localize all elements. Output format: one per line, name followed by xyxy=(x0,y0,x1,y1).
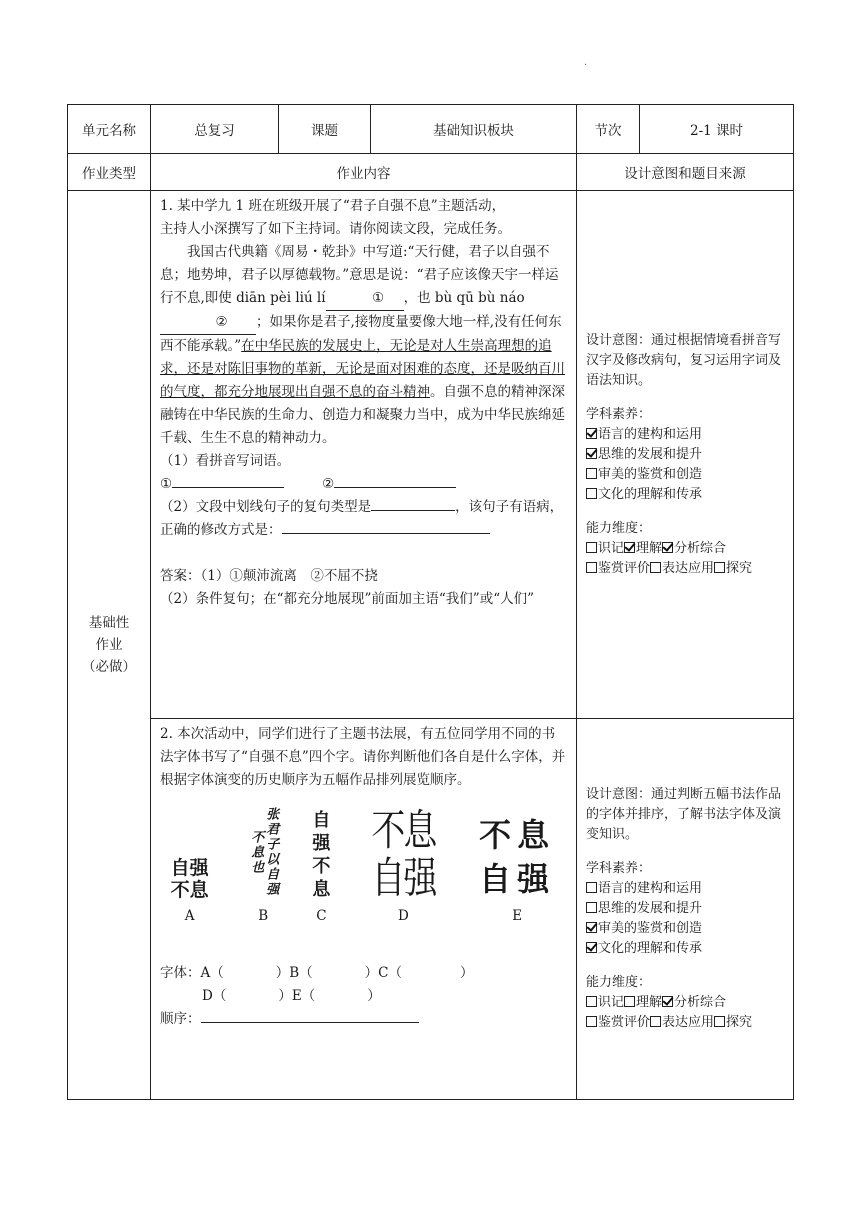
unchecked-box-icon[interactable] xyxy=(714,562,725,573)
checkbox-label: 分析综合 xyxy=(674,995,727,1010)
checkbox-label: 表达应用 xyxy=(662,560,715,576)
blank-2[interactable]: ② xyxy=(160,311,256,335)
checkbox-label: 探究 xyxy=(726,560,753,576)
page-mark: · xyxy=(584,60,588,71)
unchecked-box-icon[interactable] xyxy=(586,902,597,913)
answer-1: 答案：（1）①颠沛流离 ②不屈不挠 xyxy=(160,568,378,584)
unchecked-box-icon[interactable] xyxy=(586,562,597,573)
checkbox-item[interactable] xyxy=(662,995,726,1010)
work-a xyxy=(166,857,213,928)
checkbox-label: 鉴赏评价 xyxy=(598,560,651,576)
work-c xyxy=(303,809,339,928)
font-answer-row2: D（ ）E（ ） xyxy=(202,988,381,1004)
q1-passage xyxy=(160,241,567,450)
q1-side-cell xyxy=(577,191,794,719)
work-e xyxy=(467,813,567,928)
q2-literacy-title: 学科素养： xyxy=(586,861,652,876)
checkbox-item[interactable] xyxy=(586,561,650,576)
checked-box-icon[interactable] xyxy=(662,542,673,553)
checkbox-label: 探究 xyxy=(726,1015,753,1030)
q1-literacy-title: 学科素养： xyxy=(586,406,652,422)
checkbox-item[interactable] xyxy=(714,1015,752,1030)
checkbox-label: 理解 xyxy=(636,995,663,1010)
q1-ability-row1 xyxy=(586,539,784,559)
checkbox-item[interactable] xyxy=(586,445,784,465)
font-slot-d[interactable]: D（ xyxy=(202,988,227,1004)
q1-passage-a: 我国古代典籍《周易・乾卦》中写道:“天行健，君子以自强不息；地势坤，君子以厚德载物。”意思是说：“君子应该像天宇一样运行不息,即使 diān pèi liú lí xyxy=(160,244,559,306)
checkbox-item[interactable] xyxy=(586,939,784,959)
topic-label: 课题 xyxy=(279,105,371,154)
checkbox-item[interactable] xyxy=(586,465,784,485)
checkbox-item[interactable] xyxy=(714,561,752,576)
checkbox-item[interactable] xyxy=(586,541,624,556)
question-1-row xyxy=(68,191,794,719)
work-d-chars: 不息自强 xyxy=(371,806,436,904)
task-1-answer-line xyxy=(160,473,567,496)
question-1-content xyxy=(151,191,577,719)
intent-label: 设计意图和题目来源 xyxy=(577,154,794,191)
question-2-content xyxy=(151,719,577,1100)
calligraphy-gallery xyxy=(160,806,567,928)
q1-ability-row2 xyxy=(586,559,784,579)
work-b xyxy=(225,805,301,928)
checkbox-item[interactable] xyxy=(586,919,784,939)
unchecked-box-icon[interactable] xyxy=(586,488,597,499)
font-slot-e[interactable]: ）E（ xyxy=(278,988,316,1004)
work-e-chars: 不息自强 xyxy=(479,816,556,898)
checkbox-label: 思维的发展和提升 xyxy=(598,901,703,916)
type-label: 作业类型 xyxy=(68,154,151,191)
work-b-label: B xyxy=(258,908,269,924)
sentence-type-blank[interactable] xyxy=(371,510,455,511)
unchecked-box-icon[interactable] xyxy=(714,1016,725,1027)
checkbox-label: 分析综合 xyxy=(674,540,727,556)
q1-intent: 设计意图：通过根据情境看拼音写汉字及修改病句，复习运用字词及语法知识。 xyxy=(586,332,782,388)
q1-passage-b1: ，也 bù qū bù náo xyxy=(403,290,525,306)
topic-value: 基础知识板块 xyxy=(371,105,577,154)
subheader-row xyxy=(68,154,794,191)
unchecked-box-icon[interactable] xyxy=(586,882,597,893)
checkbox-item[interactable] xyxy=(586,879,784,899)
order-blank[interactable] xyxy=(201,1022,419,1023)
task-2: （2）文段中划线句子的复句类型是 ，该句子有语病，正确的修改方式是： xyxy=(160,499,564,538)
unchecked-box-icon[interactable] xyxy=(586,996,597,1007)
font-slot-a[interactable]: A（ xyxy=(200,965,224,981)
checkbox-item[interactable] xyxy=(650,1015,714,1030)
unchecked-box-icon[interactable] xyxy=(624,996,635,1007)
checkbox-item[interactable] xyxy=(662,541,726,556)
answer-slot-1: ① xyxy=(160,476,173,492)
checkbox-label: 语言的建构和运用 xyxy=(598,881,703,896)
checkbox-item[interactable] xyxy=(586,995,624,1010)
checked-box-icon[interactable] xyxy=(586,942,597,953)
q2-intent: 设计意图：通过判断五幅书法作品的字体并排序，了解书法字体及演变知识。 xyxy=(586,787,782,842)
answer-blank-1[interactable] xyxy=(172,487,284,488)
q1-ability-title: 能力维度： xyxy=(586,520,652,536)
q2-ability-row1 xyxy=(586,993,784,1013)
font-answer-row1: 字体：A（ ）B（ ）C（ ） xyxy=(160,965,474,981)
underlined-sentence: 在中华民族的发展史上，无论是对人生崇高理想的追求，还是对陈旧事物的革新，无论是面对困难的态度，还是吸纳百川的气度，都充分地展现出自强不息的奋斗精神 xyxy=(160,338,565,400)
checkbox-item[interactable] xyxy=(624,541,662,556)
question-2-row xyxy=(68,719,794,1100)
q1-passage-c: 。自强不息的精神深深融铸在中华民族的生命力、创造力和凝聚力当中，成为中华民族绵延千载、生生不息的精神动力。 xyxy=(160,384,565,446)
q1-intro2: 主持人小深撰写了如下主持词。请你阅读文段，完成任务。 xyxy=(160,221,511,237)
checkbox-label: 识记 xyxy=(598,995,625,1010)
blank-1[interactable]: ① xyxy=(326,287,404,311)
checkbox-label: 审美的鉴赏和创造 xyxy=(598,921,703,936)
answer-2: （2）条件复句；在“都充分地展现”前面加主语“我们”或“人们” xyxy=(160,591,534,607)
unchecked-box-icon[interactable] xyxy=(586,1016,597,1027)
work-a-chars: 自强不息 xyxy=(170,857,209,901)
checked-box-icon[interactable] xyxy=(586,428,597,439)
q2-ability-title: 能力维度： xyxy=(586,975,652,990)
checkbox-item[interactable] xyxy=(586,899,784,919)
checkbox-label: 审美的鉴赏和创造 xyxy=(598,466,703,482)
checkbox-item[interactable] xyxy=(624,995,662,1010)
q2-side-cell xyxy=(577,719,794,1100)
work-d-label: D xyxy=(398,908,409,924)
q1-intro1: 1. 某中学九 1 班在班级开展了“君子自强不息”主题活动， xyxy=(160,198,506,214)
checked-box-icon[interactable] xyxy=(586,448,597,459)
unit-value: 总复习 xyxy=(151,105,279,154)
work-e-label: E xyxy=(512,908,523,924)
header-row xyxy=(68,105,794,154)
q2-literacy-list xyxy=(586,879,784,959)
checkbox-item[interactable] xyxy=(586,425,784,445)
checkbox-label: 语言的建构和运用 xyxy=(598,426,703,442)
section-label: 节次 xyxy=(577,105,640,154)
checkbox-label: 理解 xyxy=(636,540,663,556)
checkbox-label: 鉴赏评价 xyxy=(598,1015,651,1030)
checked-box-icon[interactable] xyxy=(586,922,597,933)
checkbox-item[interactable] xyxy=(650,561,714,576)
checkbox-label: 文化的理解和传承 xyxy=(598,486,703,502)
answer-blank-2[interactable] xyxy=(334,487,456,488)
category-cell xyxy=(68,191,151,1100)
font-slot-b[interactable]: ）B（ xyxy=(275,965,313,981)
category-line1: 基础性 xyxy=(88,615,130,631)
answer-slot-2: ② xyxy=(322,476,335,492)
unchecked-box-icon[interactable] xyxy=(586,468,597,479)
task-1: （1）看拼音写词语。 xyxy=(160,453,291,469)
checkbox-label: 文化的理解和传承 xyxy=(598,941,703,956)
checkbox-label: 思维的发展和提升 xyxy=(598,446,703,462)
font-slot-c[interactable]: ）C（ xyxy=(364,965,403,981)
unchecked-box-icon[interactable] xyxy=(586,542,597,553)
work-d xyxy=(354,806,454,928)
homework-table xyxy=(67,104,794,1100)
q2-intro: 2. 本次活动中，同学们进行了主题书法展，有五位同学用不同的书法字体书写了“自强不息”四个字。请你判断他们各自是什么字体，并根据字体演变的历史顺序为五幅作品排列展览顺序。 xyxy=(160,726,566,788)
content-label: 作业内容 xyxy=(151,154,577,191)
section-value: 2-1 课时 xyxy=(640,105,794,154)
work-c-chars: 自强不息 xyxy=(312,810,331,900)
category-line2: 作业 xyxy=(95,637,123,653)
checkbox-item[interactable] xyxy=(586,485,784,505)
q1-literacy-list xyxy=(586,425,784,505)
unchecked-box-icon[interactable] xyxy=(650,562,661,573)
unchecked-box-icon[interactable] xyxy=(650,1016,661,1027)
q1-passage-b2: ；如果你是君子,接物度量要像大地一样,没有任何东西不能承载。” xyxy=(160,314,562,354)
checkbox-label: 识记 xyxy=(598,540,625,556)
work-a-label: A xyxy=(184,908,195,924)
checked-box-icon[interactable] xyxy=(624,542,635,553)
checkbox-label: 表达应用 xyxy=(662,1015,715,1030)
checked-box-icon[interactable] xyxy=(662,996,673,1007)
unit-label: 单元名称 xyxy=(68,105,151,154)
work-b-chars: 张君子以自强不息也 xyxy=(248,807,279,897)
category-line3: （必做） xyxy=(82,659,136,675)
work-c-label: C xyxy=(316,908,327,924)
checkbox-item[interactable] xyxy=(586,1015,650,1030)
q2-ability-row2 xyxy=(586,1013,784,1033)
order-answer-row: 顺序： xyxy=(160,1008,567,1031)
correction-blank[interactable] xyxy=(282,533,490,534)
